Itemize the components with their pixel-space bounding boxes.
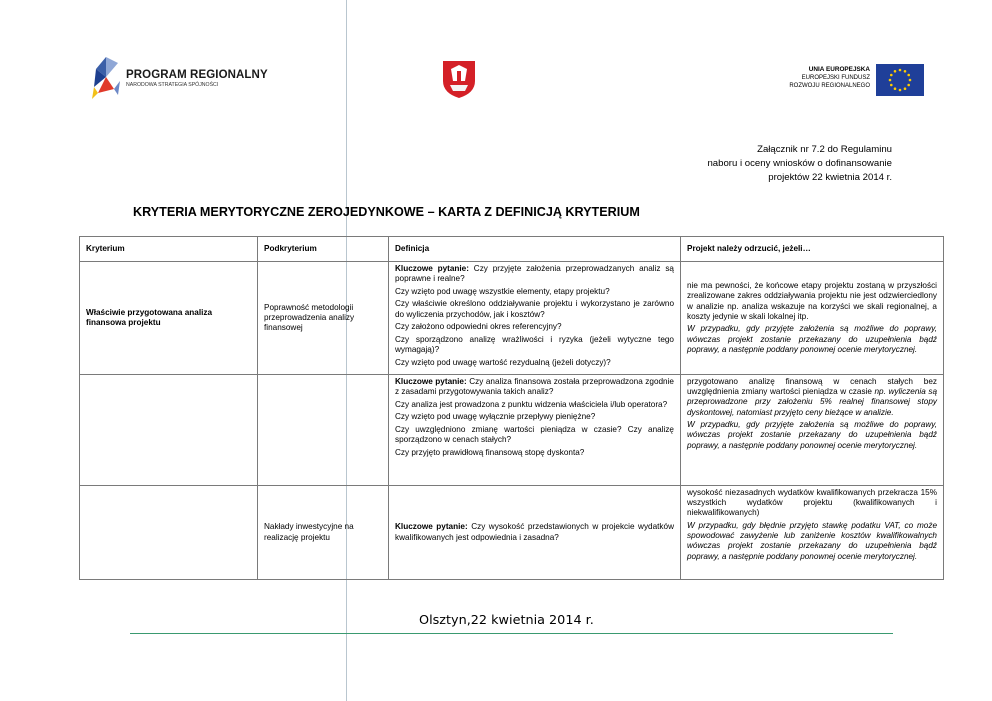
subcriterion-cell: Nakłady inwestycyjne na realizację projektu — [258, 486, 389, 580]
regional-coat-of-arms-icon — [441, 59, 477, 99]
key-question-label: Kluczowe pytanie: — [395, 377, 467, 386]
criterion-cell — [80, 375, 258, 486]
definition-cell — [389, 486, 681, 580]
criterion-cell — [80, 262, 258, 375]
reject-cell — [681, 375, 944, 486]
criterion-text: Właściwie przygotowana analiza finansowa projektu — [86, 307, 213, 327]
document-title: KRYTERIA MERYTORYCZNE ZEROJEDYNKOWE – KARTA Z DEFINICJĄ KRYTERIUM — [133, 205, 640, 219]
key-question-text: Czy przyjęte założenia przeprowadzanych analiz są poprawne i realne? — [395, 264, 674, 284]
definition-cell — [389, 262, 681, 375]
reject-text: przygotowano analizę finansową w cenach stałych bez uwzględnienia zmiany wartości pieniądza w czasie — [687, 377, 937, 397]
criteria-table — [79, 236, 944, 580]
eu-fund-label: EUROPEJSKI FUNDUSZ — [801, 75, 870, 81]
reject-cell — [681, 486, 944, 580]
reject-note: W przypadku, gdy przyjęte założenia są możliwe do poprawy, wówczas projekt zostanie przekazany do uzupełnienia bądź poprawy, a następnie poddany ponownej ocenie merytorycznej. — [687, 324, 937, 354]
table-row — [80, 486, 944, 580]
footer-divider — [130, 633, 893, 634]
program-regionalny-logo-icon — [92, 55, 122, 103]
eu-union-label: UNIA EUROPEJSKA — [808, 66, 870, 73]
criterion-cell — [80, 486, 258, 580]
program-logo-subtitle: NARODOWA STRATEGIA SPÓJNOŚCI — [126, 82, 219, 88]
table-row — [80, 375, 944, 486]
subcriterion-cell: Poprawność metodologii przeprowadzenia analizy finansowej — [258, 262, 389, 375]
question: Czy sporządzono analizę wrażliwości i ryzyka (jeżeli wytyczne tego wymagają)? — [395, 334, 674, 354]
subcriterion-cell — [258, 375, 389, 486]
reject-note: W przypadku, gdy błędnie przyjęto stawkę podatku VAT, co może spowodować zawyżenie lub zaniżenie kosztów kwalifikowalnych wówczas projekt zostanie przekazany do uzupełnienia bądź poprawy, a następnie poddany ponownej ocenie merytorycznej. — [687, 521, 937, 561]
question: Czy uwzględniono zmianę wartości pieniądza w czasie? Czy analizę sporządzono w cenach stałych? — [395, 424, 674, 445]
key-question-label: Kluczowe pytanie: — [395, 522, 468, 532]
header-criterion: Kryterium — [80, 237, 258, 262]
question: Czy wzięto pod uwagę wszystkie elementy, etapy projektu? — [395, 286, 610, 296]
definition-cell — [389, 375, 681, 486]
reject-example: np. wyliczenia są przeprowadzone przy założeniu 5% realnej finansowej stopy dyskontowej, natomiast przyjęto ceny bieżące w analizie. — [687, 387, 937, 417]
eu-flag-icon — [876, 64, 924, 96]
question: Czy właściwie określono oddziaływanie projektu i wykorzystano je zarówno do wyliczenia przychodów, jak i kosztów? — [395, 299, 674, 319]
table-header-row — [80, 237, 944, 262]
question: Czy wzięto pod uwagę wyłącznie przepływy pieniężne? — [395, 412, 596, 422]
program-logo-title: PROGRAM REGIONALNY — [126, 69, 268, 81]
annex-line-3: projektów 22 kwietnia 2014 r. — [768, 172, 892, 183]
reject-text: wysokość niezasadnych wydatków kwalifikowanych przekracza 15% wszystkich wydatków projektu (kwalifikowanych i niekwalifikowanych) — [687, 488, 937, 518]
header-reject-if: Projekt należy odrzucić, jeżeli… — [681, 237, 944, 262]
question: Czy przyjęto prawidłową finansową stopę dyskonta? — [395, 447, 585, 457]
annex-line-2: naboru i oceny wniosków o dofinansowanie — [707, 158, 892, 169]
program-regionalny-logo — [92, 55, 292, 103]
footer-place-date: Olsztyn,22 kwietnia 2014 r. — [419, 613, 594, 628]
question: Czy wzięto pod uwagę wartość rezydualną (jeżeli dotyczy)? — [395, 357, 611, 367]
eu-text-block — [760, 66, 870, 90]
reject-text: nie ma pewności, że końcowe etapy projektu zostaną w przyszłości zrealizowane zakres oddziaływania projektu nie jest odzwierciedlony w analizie np. analiza wskazuje na korzyści we skali regionalnej, a koszty jedynie w skali lokalnej itp. — [687, 281, 937, 321]
annex-note — [707, 143, 892, 185]
question: Czy założono odpowiedni okres referencyjny? — [395, 322, 562, 332]
key-question-text: Czy analiza finansowa została przeprowadzona zgodnie z zasadami przygotowywania takich analiz? — [395, 377, 674, 397]
header-subcriterion: Podkryterium — [258, 237, 389, 262]
reject-note: W przypadku, gdy przyjęte założenia są możliwe do poprawy, wówczas projekt zostanie przekazany do uzupełnienia bądź poprawy, a następnie poddany ponownej ocenie merytorycznej. — [687, 420, 937, 450]
reject-cell — [681, 262, 944, 375]
key-question-text: Czy wysokość przedstawionych w projekcie wydatków kwalifikowanych jest odpowiednia i zasadna? — [395, 522, 674, 542]
annex-line-1: Załącznik nr 7.2 do Regulaminu — [757, 144, 892, 155]
question: Czy analiza jest prowadzona z punktu widzenia właściciela i/lub operatora? — [395, 399, 668, 409]
table-row — [80, 262, 944, 375]
eu-regional-label: ROZWOJU REGIONALNEGO — [789, 83, 870, 89]
key-question-label: Kluczowe pytanie: — [395, 264, 469, 273]
header-definition: Definicja — [389, 237, 681, 262]
